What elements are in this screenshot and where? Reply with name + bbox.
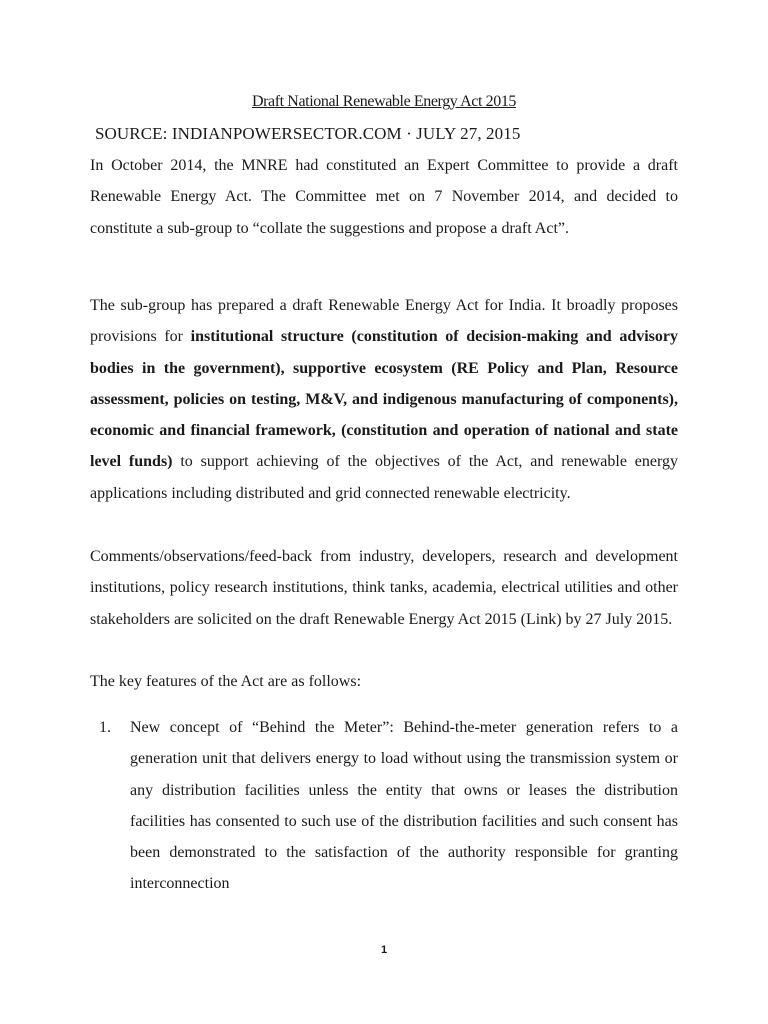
- document-title: Draft National Renewable Energy Act 2015: [251, 93, 517, 110]
- paragraph-key-features: The key features of the Act are as follows:: [90, 673, 362, 690]
- key-features-list: [90, 712, 678, 900]
- paragraph-expert-committee: In October 2014, the MNRE had constituted an Expert Committee to provide a draft Renewable Energy Act. The Committee met on 7 November 2014, and decided to constitute a sub-group to “collate the suggestions and propose a draft Act”.: [90, 157, 678, 237]
- paragraph-sub-group-intro: The sub-group has prepared a draft Renewable Energy Act for India. It broadly proposes provisions for: [90, 297, 678, 346]
- paragraph-sub-group-bold: institutional structure (constitution of decision-making and advisory bodies in the government), supportive ecosystem (RE Policy and Plan, Resource assessment, policies on testing, M&V, and indigenous manufacturing of components), economic and financial framework, (constitution and operation of national and state level funds): [90, 328, 679, 471]
- list-item-text: New concept of “Behind the Meter”: Behind-the-meter generation refers to a generation unit that delivers energy to load without using the transmission system or any distribution facilities unless the entity that owns or leases the distribution facilities has consented to such use of the distribution facilities and such consent has been demonstrated to the satisfaction of the authority responsible for granting interconnection: [130, 719, 678, 893]
- source-line: SOURCE: INDIANPOWERSECTOR.COM · JULY 27, 2015: [95, 124, 521, 143]
- paragraph-comments: Comments/observations/feed-back from industry, developers, research and development institutions, policy research institutions, think tanks, academia, electrical utilities and other stakeholders are solicited on the draft Renewable Energy Act 2015 (Link) by 27 July 2015.: [90, 548, 678, 628]
- paragraph-sub-group-outro: to support achieving of the objectives of the Act, and renewable energy applications including distributed and grid connected renewable electricity.: [90, 453, 678, 502]
- list-item: [90, 712, 678, 900]
- page-number: 1: [380, 944, 388, 956]
- paragraph-sub-group: [90, 290, 678, 509]
- list-item-number: 1.: [99, 719, 111, 736]
